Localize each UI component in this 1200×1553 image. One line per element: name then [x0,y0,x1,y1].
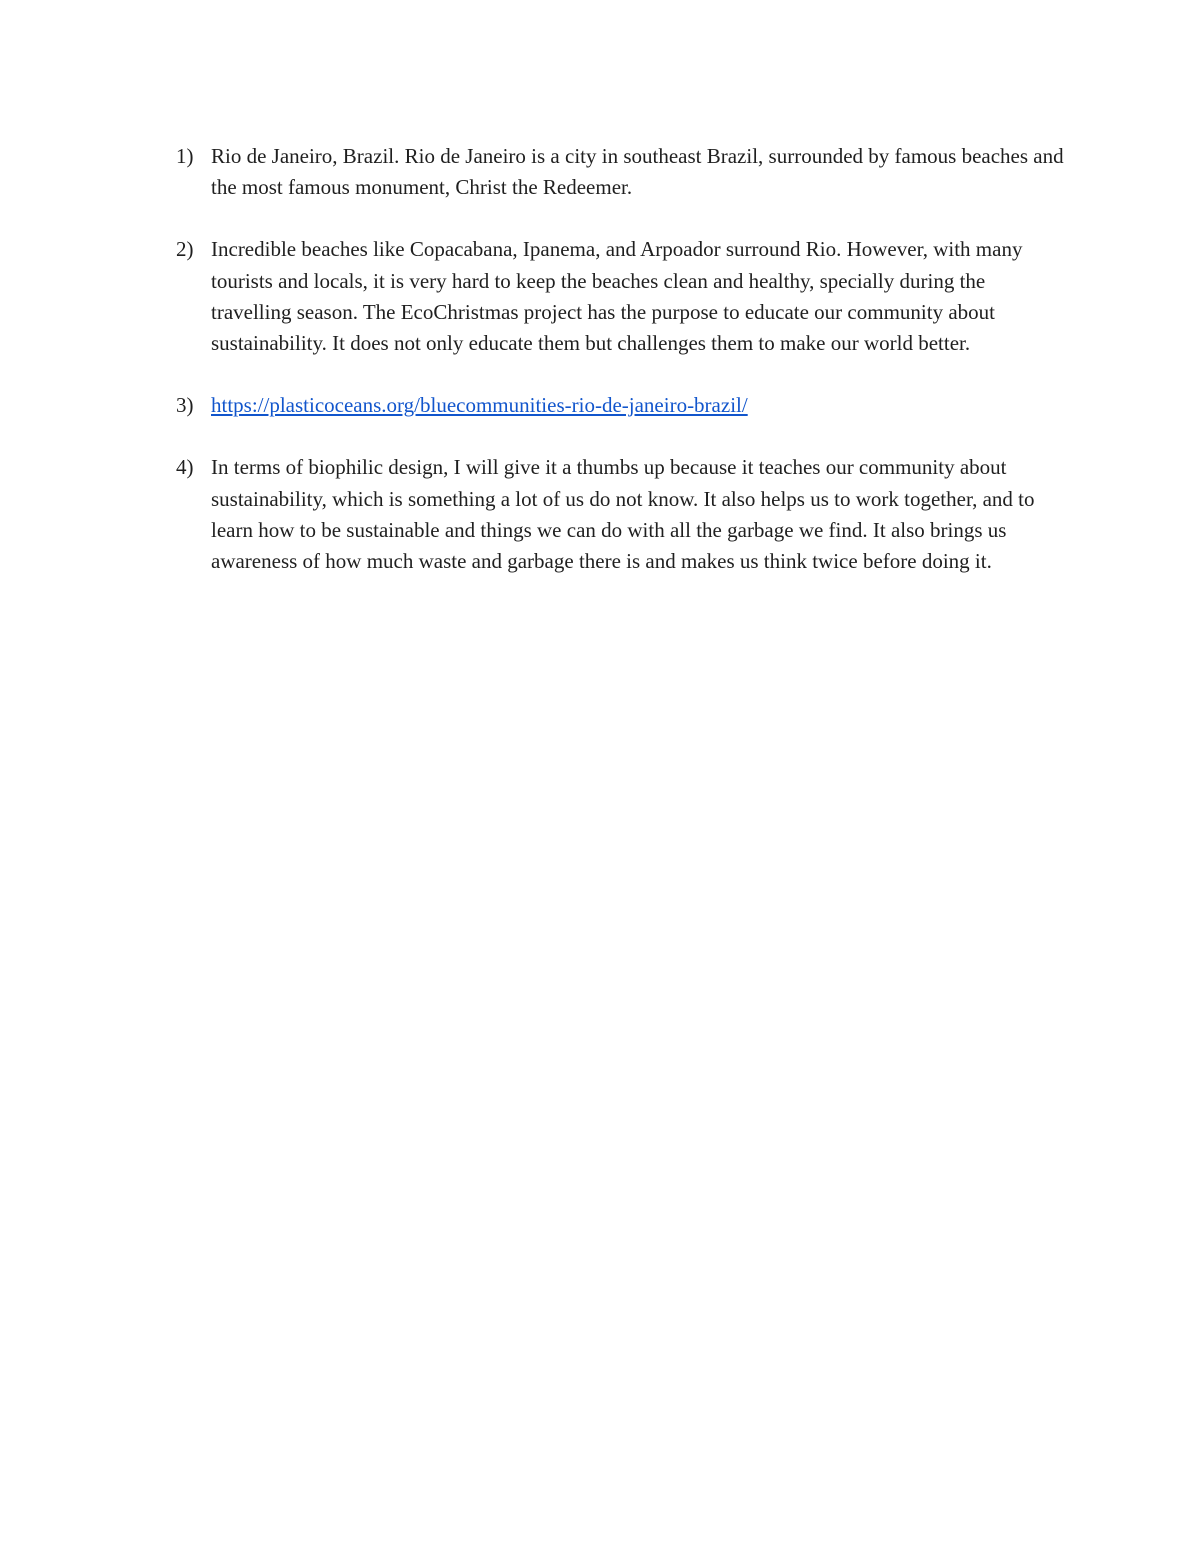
numbered-list [168,141,1068,608]
list-item-number: 4) [176,455,194,480]
list-item [168,452,1068,577]
list-item-text: Incredible beaches like Copacabana, Ipanema, and Arpoador surround Rio. However, with many tourists and locals, it is very hard to keep the beaches clean and healthy, specially during the travelling season. The EcoChristmas project has the purpose to educate our community about sustainability. It does not only educate them but challenges them to make our world better. [211,237,1023,356]
source-link[interactable]: https://plasticoceans.org/bluecommunities-rio-de-janeiro-brazil/ [211,393,748,418]
list-item-text: In terms of biophilic design, I will give it a thumbs up because it teaches our community about sustainability, which is something a lot of us do not know. It also helps us to work together, and to learn how to be sustainable and things we can do with all the garbage we find. It also brings us awareness of how much waste and garbage there is and makes us think twice before doing it. [211,455,1035,574]
list-item-number: 3) [176,393,194,418]
list-item [168,234,1068,359]
list-item-text: Rio de Janeiro, Brazil. Rio de Janeiro is a city in southeast Brazil, surrounded by famous beaches and the most famous monument, Christ the Redeemer. [211,144,1064,200]
list-item-number: 1) [176,144,194,168]
list-item-number: 2) [176,237,194,262]
list-item [168,390,1068,421]
list-item [168,141,1068,203]
